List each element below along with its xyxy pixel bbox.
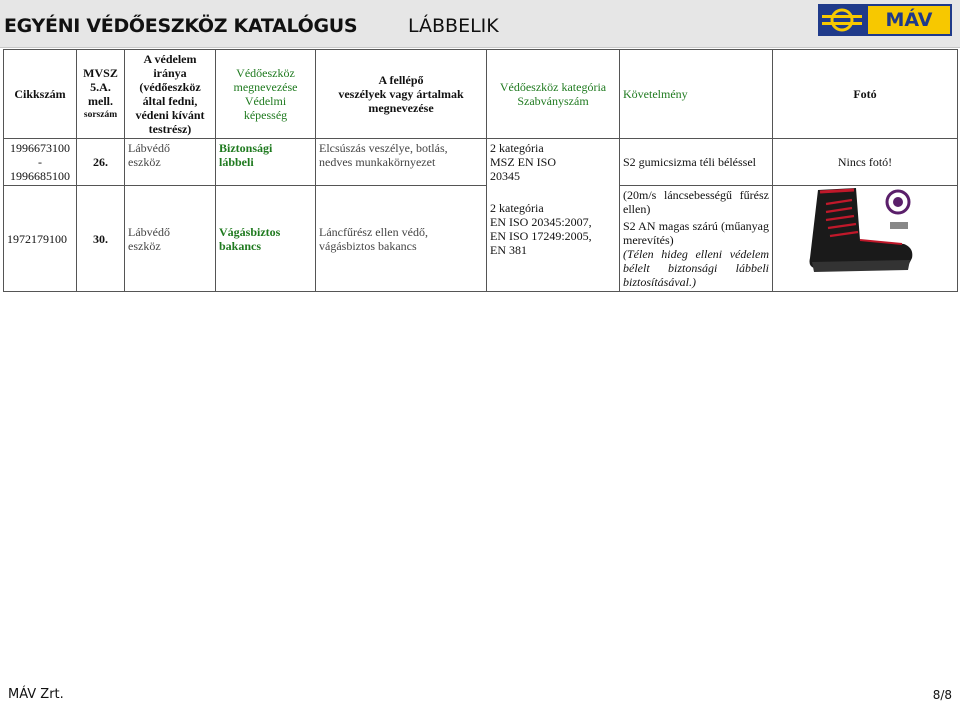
cell-cikkszam: 1972179100 xyxy=(4,186,77,292)
mav-emblem-icon xyxy=(820,6,868,34)
cell-kovetelmeny: (20m/s láncsebességű fűrész ellen) S2 AN magas szárú (műanyag merevítés) (Télen hideg elleni védelem bélelt biztonsági lábbeli biztosításával.) xyxy=(620,186,773,292)
col-mvsz: MVSZ 5.A. mell. sorszám xyxy=(77,50,125,139)
safety-boot-icon xyxy=(786,182,946,278)
cell-veszely: Elcsúszás veszélye, botlás, nedves munkakörnyezet xyxy=(316,139,487,186)
cell-veszely: Láncfűrész ellen védő, vágásbiztos bakancs xyxy=(316,186,487,292)
col-cikkszam: Cikkszám xyxy=(4,50,77,139)
table-row xyxy=(4,139,958,186)
footer-page: 8/8 xyxy=(932,688,952,702)
col-vedelem-iranya: A védelem iránya (védőeszköz által fedni, védeni kívánt testrész) xyxy=(125,50,216,139)
footer-company: MÁV Zrt. xyxy=(8,687,64,702)
cell-sorszam: 30. xyxy=(77,186,125,292)
col-kategoria: Védőeszköz kategória Szabványszám xyxy=(487,50,620,139)
mav-logo xyxy=(818,4,952,36)
logo-text: MÁV xyxy=(868,6,950,34)
col-megnevezes: Védőeszköz megnevezése Védelmi képesség xyxy=(216,50,316,139)
cell-foto: Nincs fotó! xyxy=(773,139,958,186)
cell-cikkszam: 1996673100 - 1996685100 xyxy=(4,139,77,186)
page-title: EGYÉNI VÉDŐESZKÖZ KATALÓGUS xyxy=(4,15,358,37)
cell-nev: Vágásbiztos bakancs xyxy=(216,186,316,292)
section-title: LÁBBELIK xyxy=(408,15,499,37)
cell-irany: Lábvédő eszköz xyxy=(125,186,216,292)
cell-kategoria: 2 kategória MSZ EN ISO 20345 2 kategória EN ISO 20345:2007, EN ISO 17249:2005, EN 381 xyxy=(487,139,620,292)
col-kovetelmeny: Követelmény xyxy=(620,50,773,139)
boot-photo xyxy=(786,182,946,278)
cell-kovetelmeny: S2 gumicsizma téli béléssel xyxy=(620,139,773,186)
cell-irany: Lábvédő eszköz xyxy=(125,139,216,186)
cell-nev: Biztonsági lábbeli xyxy=(216,139,316,186)
cell-sorszam: 26. xyxy=(77,139,125,186)
header-row xyxy=(4,50,958,139)
col-veszelyek: A fellépő veszélyek vagy ártalmak megnevezése xyxy=(316,50,487,139)
col-foto: Fotó xyxy=(773,50,958,139)
title-bar xyxy=(0,0,960,48)
